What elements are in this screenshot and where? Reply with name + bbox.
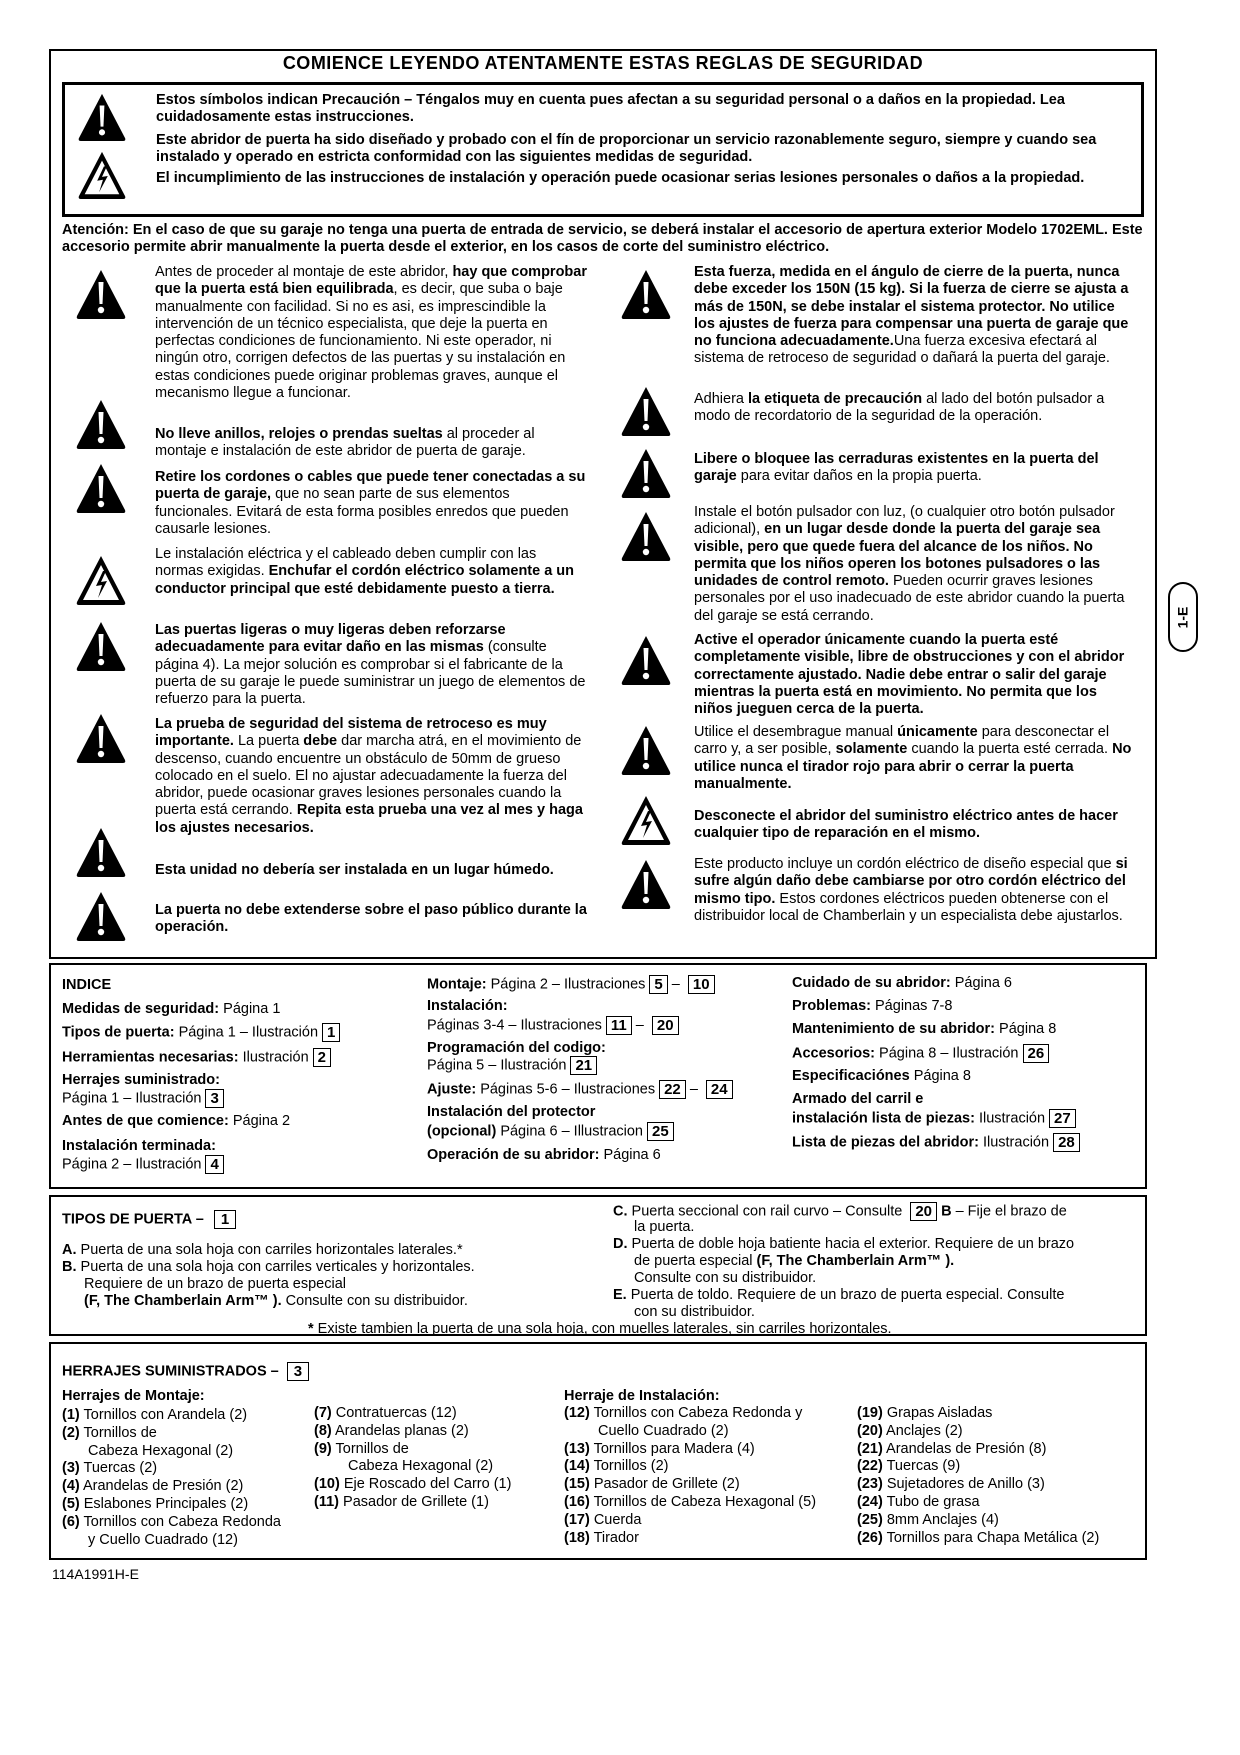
warning-icon [620,724,672,776]
electrical-warning-icon [620,794,672,846]
hardware-item [314,1476,511,1493]
hardware-item [857,1441,1046,1458]
index-entry: Página 5 – Ilustración 21 [427,1056,597,1075]
index-entry: Tipos de puerta: Página 1 – Ilustración 1 [62,1023,340,1042]
rule-caution-label: Adhiera la etiqueta de precaución al lado del botón pulsador a modo de recordatorio de la seguridad de la operación. [694,391,1105,425]
index-entry: Operación de su abridor: Página 6 [427,1147,661,1163]
warning-icon [75,268,127,320]
door-type-c: C. Puerta seccional con rail curvo – Consulte 20 B – Fije el brazo de [613,1203,1067,1220]
door-type-d-cont: Consulte con su distribuidor. [634,1270,817,1286]
hardware-item [857,1512,999,1529]
hardware-item-text: Tirador [589,1529,639,1546]
hardware-item [564,1458,669,1475]
rule-public-path: La puerta no debe extenderse sobre el paso público durante la operación. [155,902,587,936]
door-types-heading: TIPOS DE PUERTA – 1 [62,1210,236,1229]
hardware-item [857,1476,1045,1493]
index-entry: Lista de piezas del abridor: Ilustración 28 [792,1133,1080,1152]
hardware-item [314,1441,409,1458]
warning-icon [75,712,127,764]
index-entry: (opcional) Página 6 – Illustracion 25 [427,1122,674,1141]
hardware-item [564,1494,816,1511]
intro-text-2: Este abridor de puerta ha sido diseñado y probado con el fín de proporcionar un servicio razonablemente seguro, siempre y cuando sea instalado y operado en estricta conformidad con las siguientes medidas de seguridad. [156,132,1097,166]
hardware-item [314,1405,457,1422]
hardware-item-number: (9) [314,1440,332,1457]
rule-humid: Esta unidad no debería ser instalada en un lugar húmedo. [155,862,554,878]
hardware-item-text: Cuerda [589,1511,642,1528]
door-type-e-cont: con su distribuidor. [634,1304,755,1320]
index-entry-label: Instalación del protector [427,1104,596,1120]
hardware-item [564,1441,755,1458]
hardware-item [314,1458,493,1475]
page-tab: 1-E [1168,582,1198,652]
hardware-item-number: (4) [62,1478,80,1495]
hardware-item-number: (2) [62,1424,80,1441]
hardware-item-number: (20) [857,1422,883,1439]
warning-icon [75,462,127,514]
hardware-item-text: Tornillos (2) [589,1458,669,1475]
hardware-item-text: Tubo de grasa [882,1494,980,1510]
warning-icon [620,268,672,320]
hardware-item-text: Tornillos para Madera (4) [589,1440,755,1457]
hardware-item-number: (1) [62,1407,80,1423]
index-heading: INDICE [62,977,112,993]
hardware-item [857,1405,992,1422]
hardware-item-number: (18) [564,1529,590,1546]
rule-light-doors: Las puertas ligeras o muy ligeras deben reforzarse adecuadamente para evitar daño en las mismas (consulte página 4). La mejor solución es comprobar si el fabricante de la puerta de su garaje le puede suministrar un juego de elementos de refuerzo para la puerta. [155,622,586,708]
index-entry: Montaje: Página 2 – Ilustraciones 5 – 10 [427,975,715,994]
hardware-item-number: (19) [857,1405,883,1421]
rule-cords: Retire los cordones o cables que puede tener conectadas a su puerta de garaje, que no sean parte de sus elementos funcionales. Evitará de esta forma posibles enredos que pueden causarle lesiones. [155,469,586,537]
page-title: COMIENCE LEYENDO ATENTAMENTE ESTAS REGLAS DE SEGURIDAD [282,53,924,73]
hardware-item-text: Cabeza Hexagonal (2) [88,1442,234,1459]
index-entry: Medidas de seguridad: Página 1 [62,1001,281,1017]
hardware-item-number: (26) [857,1529,883,1546]
door-type-d: D. Puerta de doble hoja batiente hacia el exterior. Requiere de un brazo [613,1236,1075,1252]
door-type-d-cont: de puerta especial (F, The Chamberlain Arm™ ). [634,1253,955,1269]
rule-manual-release: Utilice el desembrague manual únicamente para desconectar el carro y, a ser posible, solamente cuando la puerta esté cerrada. No utilice nunca el tirador rojo para abrir o cerrar la puerta manualmente. [694,724,1132,792]
hardware-item-text: Tornillos con Cabeza Redonda y [589,1405,803,1421]
warning-icon [620,634,672,686]
warning-icon [620,510,672,562]
door-type-c-cont: la puerta. [634,1219,695,1235]
hardware-item-number: (13) [564,1440,590,1457]
index-entry: Mantenimiento de su abridor: Página 8 [792,1021,1057,1037]
hardware-item-text: Tornillos de [79,1424,157,1441]
hardware-item-text: Tuercas (9) [882,1458,961,1475]
hardware-item [62,1532,238,1549]
warning-icon [75,890,127,942]
index-entry: Ajuste: Páginas 5-6 – Ilustraciones 22 – 24 [427,1080,733,1099]
index-entry: Herramientas necesarias: Ilustración 2 [62,1048,331,1067]
warning-icon [75,620,127,672]
hardware-item-number: (16) [564,1494,590,1510]
index-entry: Páginas 3-4 – Ilustraciones 11 – 20 [427,1016,679,1035]
hardware-item [857,1530,1099,1547]
hardware-item-number: (3) [62,1460,80,1477]
rule-door-locks: Libere o bloquee las cerraduras existentes en la puerta del garaje para evitar daños en la propia puerta. [694,451,1099,485]
hardware-item-text: y Cuello Cuadrado (12) [88,1531,238,1548]
rule-power-cord: Este producto incluye un cordón eléctrico de diseño especial que si sufre algún daño debe cambiarse por otro cordón eléctrico del mismo tipo. Estos cordones eléctricos pueden obtenerse con el distribuidor local de Chamberlain y un especialista debe ajustarlos. [694,856,1128,924]
electrical-warning-icon [75,554,127,606]
hardware-item [564,1530,639,1547]
warning-icon [620,858,672,910]
hardware-item-text: Arandelas de Presión (8) [882,1440,1047,1457]
door-type-b-arm: (F, The Chamberlain Arm™ ). Consulte con su distribuidor. [84,1293,468,1309]
index-entry-label: Instalación: [427,998,508,1014]
hardware-item-number: (12) [564,1405,590,1421]
hardware-item-text: Tornillos con Cabeza Redonda [79,1513,281,1530]
hardware-item [857,1458,960,1475]
warning-icon [75,398,127,450]
hardware-item [564,1476,740,1493]
warning-icon [75,826,127,878]
index-entry: Especificaciónes Página 8 [792,1068,971,1084]
hardware-item-number: (17) [564,1511,590,1528]
hardware-item [314,1423,469,1440]
warning-icon [620,385,672,437]
rule-door-balance: Antes de proceder al montaje de este abridor, hay que comprobar que la puerta está bien equilibrada, es decir, que suba o baje manualmente con facilidad. Si no es asi, es imprescindible la intervención de un técnico especialista, que deje la puerta en perfectas condiciones de funcionamiento. Ni este operador, ni ningún otro, corrigen defectos de las puertas y su instalación en estas condiciones puede originar problemas graves, aunque el mecanismo llegue a funcionar. [155,264,587,402]
hardware-item-text: Cabeza Hexagonal (2) [348,1458,494,1475]
hardware-item-text: 8mm Anclajes (4) [882,1511,999,1528]
hardware-item [857,1494,980,1511]
rule-push-button: Instale el botón pulsador con luz, (o cualquier otro botón pulsador adicional), en un lugar desde donde la puerta del garaje sea visible, pero que quede fuera del alcance de los niños. No permita que los niños operen los botones pulsadores o las unidades de control remoto. Pueden ocurrir graves lesiones personales por el uso inadecuado de este abridor cuando la puerta del garaje se está cerrando. [694,504,1125,624]
hardware-item [62,1407,247,1424]
hardware-item [62,1496,248,1513]
hardware-item-text: Contratuercas (12) [331,1405,457,1421]
hardware-item-text: Sujetadores de Anillo (3) [882,1476,1045,1493]
hardware-item [62,1478,243,1495]
mounting-hardware-heading: Herrajes de Montaje: [62,1388,205,1404]
hardware-item-text: Eje Roscado del Carro (1) [339,1476,512,1493]
warning-icon [620,447,672,499]
index-entry: Página 2 – Ilustración 4 [62,1155,224,1174]
hardware-item-text: Tornillos de Cabeza Hexagonal (5) [589,1494,817,1510]
index-entry: instalación lista de piezas: Ilustración 27 [792,1109,1076,1128]
hardware-item-number: (6) [62,1513,80,1530]
index-entry-label: Programación del codigo: [427,1040,606,1056]
hardware-item [564,1405,802,1422]
hardware-item-text: Anclajes (2) [882,1422,963,1439]
attention-note: Atención: En el caso de que su garaje no tenga una puerta de entrada de servicio, se deberá instalar el accesorio de apertura exterior Modelo 1702EML. Este accesorio permite abrir manualmente la puerta desde el exterior, en los casos de corte del suministro eléctrico. [62,222,1143,256]
door-types-footnote: * Existe tambien la puerta de una sola hoja, con muelles laterales, sin carriles horizontales. [308,1321,892,1337]
hardware-item [564,1423,729,1440]
door-type-e: E. Puerta de toldo. Requiere de un brazo de puerta especial. Consulte [613,1287,1065,1303]
hardware-item-number: (15) [564,1476,590,1493]
hardware-item [62,1443,233,1460]
hardware-item-number: (8) [314,1422,332,1439]
hardware-item-number: (24) [857,1494,883,1510]
index-entry: Cuidado de su abridor: Página 6 [792,975,1012,991]
hardware-item [314,1494,489,1511]
hardware-item-text: Arandelas planas (2) [331,1422,469,1439]
hardware-item-number: (25) [857,1511,883,1528]
hardware-item-number: (23) [857,1476,883,1493]
rule-jewelry: No lleve anillos, relojes o prendas sueltas al proceder al montaje e instalación de este abridor de puerta de garaje. [155,426,535,460]
hardware-item [62,1425,157,1442]
hardware-item-text: Eslabones Principales (2) [79,1496,249,1512]
installation-hardware-heading: Herraje de Instalación: [564,1388,720,1404]
hardware-item [62,1514,281,1531]
intro-text-1: Estos símbolos indican Precaución – Téngalos muy en cuenta pues afectan a su seguridad personal o a daños en la propiedad. Lea cuidadosamente estas instrucciones. [156,92,1065,126]
hardware-item-text: Pasador de Grillete (2) [589,1476,740,1493]
index-entry: Problemas: Páginas 7-8 [792,998,953,1014]
hardware-heading: HERRAJES SUMINISTRADOS – 3 [62,1362,309,1381]
hardware-item-text: Tuercas (2) [79,1460,158,1477]
hardware-item-text: Pasador de Grillete (1) [339,1494,489,1510]
hardware-item-number: (7) [314,1405,332,1421]
hardware-item-text: Tornillos para Chapa Metálica (2) [882,1529,1100,1546]
rule-operate-visible: Active el operador únicamente cuando la puerta esté completamente visible, libre de obstrucciones y con el abridor correctamente ajustado. Nadie debe entrar o salir del garaje mientras la puerta está en movimiento. No permita que los niños jueguen cerca de la puerta. [694,632,1125,718]
rule-reverse-test: La prueba de seguridad del sistema de retroceso es muy importante. La puerta debe dar marcha atrá, en el movimiento de descenso, cuando encuentre un obstáculo de 50mm de grueso colocado en el suelo. El no ajustar adecuadamente la fuerza del abridor, puede ocasionar graves lesiones personales cuando la puerta está cerrando. Repita esta prueba una vez al mes y haga los ajustes necesarios. [155,716,583,836]
electrical-warning-icon [77,150,127,200]
hardware-item [564,1512,641,1529]
hardware-item-text: Cuello Cuadrado (2) [598,1422,729,1439]
hardware-item [857,1423,963,1440]
hardware-item-number: (11) [314,1494,339,1510]
hardware-item-text: Arandelas de Presión (2) [79,1478,244,1495]
rule-disconnect: Desconecte el abridor del suministro eléctrico antes de hacer cualquier tipo de reparación en el mismo. [694,808,1118,842]
hardware-item-text: Tornillos de [331,1440,409,1457]
index-entry: Página 1 – Ilustración 3 [62,1089,224,1108]
document-code: 114A1991H-E [52,1566,139,1582]
intro-text-3: El incumplimiento de las instrucciones de instalación y operación puede ocasionar serias lesiones personales o daños a la propiedad. [156,170,1085,186]
door-type-b: B. Puerta de una sola hoja con carriles verticales y horizontales. [62,1259,475,1275]
hardware-item-number: (22) [857,1458,883,1475]
index-entry-label: Armado del carril e [792,1091,924,1107]
warning-icon [77,92,127,142]
hardware-item-text: Tornillos con Arandela (2) [79,1407,248,1423]
hardware-item-number: (5) [62,1496,80,1512]
hardware-item-number: (21) [857,1440,883,1457]
index-entry-label: Herrajes suministrado: [62,1072,220,1088]
hardware-item [62,1460,157,1477]
hardware-item-number: (14) [564,1458,590,1475]
door-type-b-note: Requiere de un brazo de puerta especial [84,1276,346,1292]
index-entry-label: Instalación terminada: [62,1138,216,1154]
index-entry: Antes de que comience: Página 2 [62,1113,291,1129]
hardware-item-number: (10) [314,1476,340,1493]
door-type-a: A. Puerta de una sola hoja con carriles horizontales laterales.* [62,1242,463,1258]
rule-force-limit: Esta fuerza, medida en el ángulo de cierre de la puerta, nunca debe exceder los 150N (15 kg). Si la fuerza de cierre se ajusta a más de 150N, se debe instalar el sistema protector. No utilice los ajustes de fuerza para compensar una puerta de garaje que no funciona adecuadamente.Una fuerza excesiva efectará al sistema de retroceso de seguridad o dañará la puerta del garaje. [694,264,1129,367]
rule-electrical: Le instalación eléctrica y el cableado deben cumplir con las normas exigidas. Enchufar el cordón eléctrico solamente a un conductor principal que esté debidamente puesto a tierra. [155,546,575,597]
hardware-item-text: Grapas Aisladas [882,1405,993,1421]
index-entry: Accesorios: Página 8 – Ilustración 26 [792,1044,1049,1063]
